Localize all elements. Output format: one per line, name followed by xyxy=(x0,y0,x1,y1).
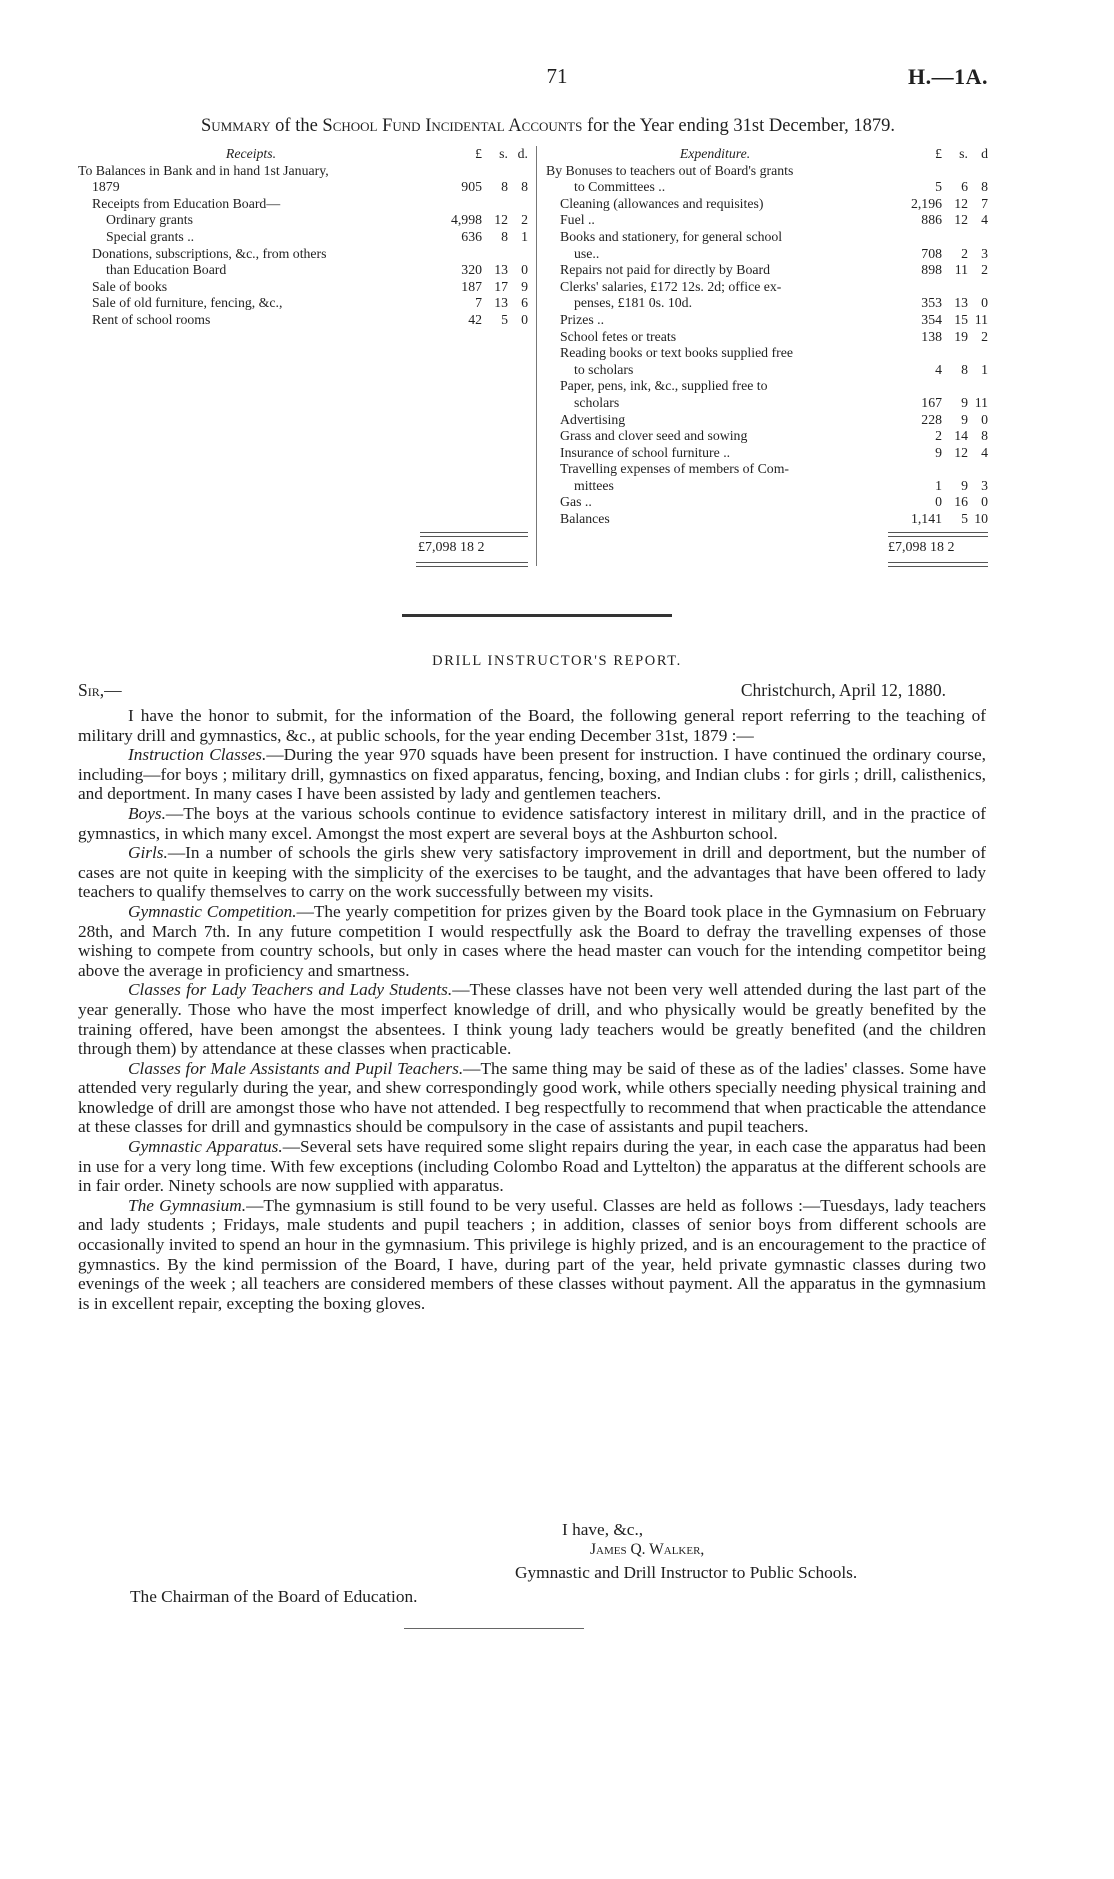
receipts-pence: 0 xyxy=(521,311,528,327)
signature-title: Gymnastic and Drill Instructor to Public Schools. xyxy=(515,1563,858,1582)
report-paragraph xyxy=(78,980,986,1058)
expenditure-row-amount xyxy=(884,179,988,196)
paragraph-heading: Instruction Classes. xyxy=(128,745,267,765)
receipts-row-description: than Education Board xyxy=(106,262,227,278)
receipts-header-row xyxy=(78,146,528,163)
paragraph-heading: Girls. xyxy=(128,843,168,863)
receipts-currency-header xyxy=(424,146,528,163)
receipts-row-amount xyxy=(424,179,528,196)
receipts-row-amount xyxy=(424,262,528,279)
expenditure-row-description: Clerks' salaries, £172 12s. 2d; office ex- xyxy=(560,278,782,294)
expenditure-shillings: 5 xyxy=(961,511,968,527)
summary-title-rest2: for the Year ending 31st December, 1879. xyxy=(582,116,895,136)
receipts-row-description: Receipts from Education Board— xyxy=(92,195,281,211)
page-number: 71 xyxy=(546,64,568,88)
expenditure-pounds: 354 xyxy=(921,311,942,327)
receipts-pounds: 42 xyxy=(468,311,482,327)
expenditure-pounds: 2,196 xyxy=(910,195,942,211)
expenditure-row-amount xyxy=(884,412,988,429)
dateline: Christchurch, April 12, 1880. xyxy=(740,680,946,700)
expenditure-pence: 8 xyxy=(981,179,988,195)
receipts-pound-header: £ xyxy=(475,146,482,161)
summary-title-word1: Summary xyxy=(201,116,271,136)
receipts-pence: 2 xyxy=(521,212,528,228)
receipts-pounds: 636 xyxy=(461,228,482,244)
receipts-row-description: Sale of old furniture, fencing, &c., xyxy=(92,295,283,311)
expenditure-shillings: 19 xyxy=(954,328,968,344)
expenditure-row xyxy=(546,246,988,263)
expenditure-row-amount xyxy=(884,362,988,379)
expenditure-heading: Expenditure. xyxy=(679,146,751,161)
receipts-row-description: Donations, subscriptions, &c., from others xyxy=(92,245,327,261)
receipts-row-description: Sale of books xyxy=(92,278,168,294)
expenditure-row-amount xyxy=(884,196,988,213)
receipts-total-double-rule xyxy=(416,562,528,567)
expenditure-shillings: 9 xyxy=(961,411,968,427)
receipts-pounds: 905 xyxy=(461,179,482,195)
expenditure-pounds: 138 xyxy=(921,328,942,344)
expenditure-row xyxy=(546,279,988,296)
expenditure-shillings: 6 xyxy=(961,179,968,195)
expenditure-row-description: Travelling expenses of members of Com- xyxy=(560,461,790,477)
expenditure-row-amount xyxy=(884,295,988,312)
expenditure-row-amount xyxy=(884,494,988,511)
expenditure-row xyxy=(546,163,988,180)
report-title: DRILL INSTRUCTOR'S REPORT. xyxy=(432,653,682,669)
paragraph-text: —The yearly competition for prizes given by the Board took place in the Gymnasium on February 28th, and March 7th. In any future competition I would respectfully ask the Board to defray the travelling expenses of those wishing to compete from country schools, but only in cases where the head master can vouch for the intending competitor being above the average in proficiency and smartness. xyxy=(78,901,986,980)
receipts-row xyxy=(78,246,528,263)
expenditure-rows xyxy=(546,163,988,528)
expenditure-row-amount xyxy=(884,329,988,346)
receipts-pounds: 7 xyxy=(475,295,482,311)
expenditure-row-description: Cleaning (allowances and requisites) xyxy=(560,195,764,211)
report-paragraph xyxy=(78,706,986,745)
expenditure-shillings: 14 xyxy=(954,428,968,444)
expenditure-row-description: Fuel .. xyxy=(560,212,595,228)
expenditure-row xyxy=(546,428,988,445)
expenditure-row-description: Reading books or text books supplied free xyxy=(560,345,793,361)
expenditure-pence: 3 xyxy=(981,245,988,261)
report-paragraph xyxy=(78,1137,986,1196)
expenditure-row xyxy=(546,345,988,362)
expenditure-row-amount xyxy=(884,511,988,528)
summary-title xyxy=(108,116,988,137)
receipts-row-amount xyxy=(424,212,528,229)
expenditure-pounds: 0 xyxy=(935,494,942,510)
paragraph-heading: The Gymnasium. xyxy=(128,1195,247,1215)
receipts-heading: Receipts. xyxy=(225,146,277,161)
expenditure-pence: 10 xyxy=(974,511,988,527)
expenditure-row-amount xyxy=(884,246,988,263)
receipts-pounds: 187 xyxy=(461,278,482,294)
expenditure-row-description: to Committees .. xyxy=(574,179,666,195)
expenditure-shillings: 12 xyxy=(954,212,968,228)
expenditure-row xyxy=(546,494,988,511)
report-paragraph xyxy=(78,804,986,843)
expenditure-row-description: Insurance of school furniture .. xyxy=(560,444,731,460)
expenditure-row-description: Grass and clover seed and sowing xyxy=(560,428,748,444)
paragraph-heading: Gymnastic Apparatus. xyxy=(128,1137,283,1157)
expenditure-pounds: 2 xyxy=(935,428,942,444)
paragraph-text: —These classes have not been very well attended during the last part of the year generally. Those who have the most imperfect knowledge of drill, and who physically would be greatly benefited by the training offered, have been amongst the absentees. I think young lady teachers would be greatly benefited (and the children through them) by attendance at these classes when practicable. xyxy=(78,980,986,1059)
expenditure-row-amount xyxy=(884,428,988,445)
expenditure-pence: 1 xyxy=(981,361,988,377)
expenditure-pence: 11 xyxy=(974,311,988,327)
receipts-rows xyxy=(78,163,528,329)
expenditure-pence: 0 xyxy=(981,295,988,311)
expenditure-row-amount xyxy=(884,395,988,412)
expenditure-row-description: By Bonuses to teachers out of Board's grants xyxy=(546,162,794,178)
expenditure-pounds: 898 xyxy=(921,262,942,278)
expenditure-row xyxy=(546,412,988,429)
paragraph-heading: Gymnastic Competition. xyxy=(128,901,297,921)
expenditure-row xyxy=(546,229,988,246)
expenditure-total: £7,098 18 2 xyxy=(888,540,955,555)
receipts-row xyxy=(78,279,528,296)
expenditure-row xyxy=(546,362,988,379)
addressee: The Chairman of the Board of Education. xyxy=(130,1587,418,1606)
paragraph-heading: Boys. xyxy=(128,803,166,823)
expenditure-row xyxy=(546,312,988,329)
expenditure-row xyxy=(546,378,988,395)
receipts-row-description: 1879 xyxy=(92,179,120,195)
summary-title-rest1: of the xyxy=(270,116,323,136)
expenditure-row-description: Balances xyxy=(560,511,610,527)
expenditure-row-amount xyxy=(884,478,988,495)
expenditure-pence: 0 xyxy=(981,494,988,510)
receipts-row-description: To Balances in Bank and in hand 1st January, xyxy=(78,162,329,178)
expenditure-row-description: Books and stationery, for general school xyxy=(560,228,783,244)
receipts-pounds: 320 xyxy=(461,262,482,278)
expenditure-pounds: 708 xyxy=(921,245,942,261)
receipts-pounds: 4,998 xyxy=(450,212,482,228)
receipts-row-description: Rent of school rooms xyxy=(92,311,211,327)
expenditure-row xyxy=(546,262,988,279)
expenditure-row-description: to scholars xyxy=(574,361,634,377)
report-paragraph xyxy=(78,843,986,902)
receipts-row-description: Ordinary grants xyxy=(106,212,193,228)
receipts-row xyxy=(78,229,528,246)
expenditure-pence: 11 xyxy=(974,394,988,410)
expenditure-row-description: Gas .. xyxy=(560,494,592,510)
receipts-pence: 6 xyxy=(521,295,528,311)
expenditure-shillings: 15 xyxy=(954,311,968,327)
receipts-row xyxy=(78,179,528,196)
expenditure-total-double-rule xyxy=(888,562,988,567)
report-paragraph xyxy=(78,1059,986,1137)
expenditure-total-rule xyxy=(888,532,988,537)
section-separator xyxy=(402,614,672,617)
document-reference: H.—1A. xyxy=(908,64,988,89)
expenditure-shillings: 16 xyxy=(954,494,968,510)
expenditure-row-amount xyxy=(884,445,988,462)
receipts-pence: 9 xyxy=(521,278,528,294)
expenditure-pounds: 1 xyxy=(935,477,942,493)
receipts-pence-header: d. xyxy=(517,146,528,161)
expenditure-row xyxy=(546,445,988,462)
report-body xyxy=(78,706,986,1313)
receipts-row-amount xyxy=(424,229,528,246)
expenditure-row xyxy=(546,295,988,312)
receipts-table xyxy=(78,146,528,329)
receipts-shillings: 8 xyxy=(501,228,508,244)
receipts-shillings: 13 xyxy=(494,295,508,311)
expenditure-row-description: Prizes .. xyxy=(560,311,605,327)
expenditure-row-description: penses, £181 0s. 10d. xyxy=(574,295,693,311)
expenditure-pounds: 228 xyxy=(921,411,942,427)
closing: I have, &c., xyxy=(562,1520,644,1539)
expenditure-shillings: 13 xyxy=(954,295,968,311)
expenditure-pound-header: £ xyxy=(935,146,942,161)
expenditure-shillings: 8 xyxy=(961,361,968,377)
expenditure-pounds: 167 xyxy=(921,394,942,410)
paragraph-text: —The same thing may be said of these as of the ladies' classes. Some have attended very regularly during the year, and shew correspondingly good work, while others specially needing physical training and knowledge of drill are amongst those who have not attended. I beg respectfully to recommend that when practicable the attendance at these classes for drill and gymnastics should be compulsory in the case of assistants and pupil teachers. xyxy=(78,1058,986,1137)
receipts-row xyxy=(78,163,528,180)
receipts-shillings: 12 xyxy=(494,212,508,228)
paragraph-text: I have the honor to submit, for the information of the Board, the following general report referring to the teaching of military drill and gymnastics, &c., at public schools, for the year ending December 31st, 1879 :— xyxy=(78,706,986,745)
paragraph-heading: Classes for Lady Teachers and Lady Students. xyxy=(128,980,453,1000)
expenditure-row-description: use.. xyxy=(574,245,600,261)
salutation: Sir,— xyxy=(78,680,122,700)
expenditure-pounds: 1,141 xyxy=(910,511,942,527)
receipts-pence: 1 xyxy=(521,228,528,244)
paragraph-heading: Classes for Male Assistants and Pupil Teachers. xyxy=(128,1058,464,1078)
expenditure-shillings: 12 xyxy=(954,444,968,460)
expenditure-row xyxy=(546,395,988,412)
receipts-row-description: Special grants .. xyxy=(106,228,195,244)
expenditure-row-amount xyxy=(884,212,988,229)
expenditure-row-amount xyxy=(884,312,988,329)
expenditure-row xyxy=(546,179,988,196)
report-paragraph xyxy=(78,745,986,804)
expenditure-row xyxy=(546,478,988,495)
paragraph-text: —The boys at the various schools continue to evidence satisfactory interest in military drill, and in the practice of gymnastics, in which many excel. Amongst the most expert are several boys at the Ashburton school. xyxy=(78,803,986,843)
end-rule xyxy=(404,1628,584,1629)
expenditure-row-description: scholars xyxy=(574,394,620,410)
expenditure-row-description: Repairs not paid for directly by Board xyxy=(560,262,770,278)
receipts-row xyxy=(78,295,528,312)
expenditure-pounds: 353 xyxy=(921,295,942,311)
expenditure-row xyxy=(546,461,988,478)
receipts-row-amount xyxy=(424,312,528,329)
expenditure-pence: 2 xyxy=(981,262,988,278)
expenditure-table xyxy=(546,146,988,528)
paragraph-text: —Several sets have required some slight repairs during the year, in each case the apparatus had been in use for a very long time. With few exceptions (including Colombo Road and Lyttelton) the apparatus at the different schools are in fair order. Ninety schools are now supplied with apparatus. xyxy=(78,1137,986,1196)
receipts-total: £7,098 18 2 xyxy=(418,540,485,555)
column-divider xyxy=(536,146,537,566)
expenditure-pence: 4 xyxy=(981,444,988,460)
receipts-shilling-header: s. xyxy=(499,146,508,161)
paragraph-text: —The gymnasium is still found to be very useful. Classes are held as follows :—Tuesdays, lady teachers and lady students ; Fridays, male students and pupil teachers ; in addition, classes of senior boys from different schools are occasionally invited to spend an hour in the gymnasium. This privilege is highly prized, and is an encouragement to the practice of gymnastics. By the kind permission of the Board, I have, during part of the year, held private gymnastic classes during two evenings of the week ; all teachers are considered members of these classes without payment. All the apparatus in the gymnasium is in excellent repair, excepting the boxing gloves. xyxy=(78,1195,986,1313)
expenditure-shilling-header: s. xyxy=(959,146,968,161)
report-paragraph xyxy=(78,902,986,980)
expenditure-row-description: Paper, pens, ink, &c., supplied free to xyxy=(560,378,768,394)
expenditure-row xyxy=(546,196,988,213)
receipts-shillings: 5 xyxy=(501,311,508,327)
expenditure-row-description: School fetes or treats xyxy=(560,328,677,344)
expenditure-row-amount xyxy=(884,262,988,279)
receipts-total-rule xyxy=(420,532,528,537)
report-paragraph xyxy=(78,1196,986,1314)
signature: James Q. Walker, xyxy=(590,1541,705,1558)
expenditure-pence-header: d xyxy=(981,146,988,161)
expenditure-pence: 8 xyxy=(981,428,988,444)
expenditure-row xyxy=(546,329,988,346)
expenditure-pounds: 9 xyxy=(935,444,942,460)
expenditure-shillings: 9 xyxy=(961,477,968,493)
expenditure-row-description: Advertising xyxy=(560,411,626,427)
receipts-shillings: 8 xyxy=(501,179,508,195)
receipts-pence: 0 xyxy=(521,262,528,278)
expenditure-pounds: 5 xyxy=(935,179,942,195)
receipts-row xyxy=(78,212,528,229)
expenditure-shillings: 12 xyxy=(954,195,968,211)
receipts-shillings: 13 xyxy=(494,262,508,278)
receipts-row xyxy=(78,196,528,213)
paragraph-text: —In a number of schools the girls shew very satisfactory improvement in drill and deportment, but the number of cases are not quite in keeping with the simplicity of the exercises to be taught, and the advantages that have been offered to lady teachers to qualify themselves to carry on the work successfully between my visits. xyxy=(78,843,986,902)
receipts-row-amount xyxy=(424,295,528,312)
expenditure-row-description: mittees xyxy=(574,477,614,493)
expenditure-pence: 2 xyxy=(981,328,988,344)
expenditure-pence: 7 xyxy=(981,195,988,211)
summary-title-word2: School Fund Incidental Accounts xyxy=(322,116,583,136)
receipts-row xyxy=(78,262,528,279)
receipts-shillings: 17 xyxy=(494,278,508,294)
receipts-row-amount xyxy=(424,279,528,296)
receipts-pence: 8 xyxy=(521,179,528,195)
expenditure-row xyxy=(546,212,988,229)
expenditure-shillings: 9 xyxy=(961,394,968,410)
expenditure-shillings: 11 xyxy=(954,262,968,278)
paragraph-text: —During the year 970 squads have been present for instruction. I have continued the ordinary course, including—for boys ; military drill, gymnastics on fixed apparatus, fencing, boxing, and Indian clubs : for girls ; drill, calisthenics, and deportment. In many cases I have been assisted by lady and gentlemen teachers. xyxy=(78,745,986,804)
expenditure-pence: 3 xyxy=(981,477,988,493)
expenditure-header-row xyxy=(546,146,988,163)
expenditure-row xyxy=(546,511,988,528)
expenditure-shillings: 2 xyxy=(961,245,968,261)
expenditure-pounds: 4 xyxy=(935,361,942,377)
expenditure-pence: 4 xyxy=(981,212,988,228)
expenditure-currency-header xyxy=(884,146,988,163)
receipts-row xyxy=(78,312,528,329)
expenditure-pence: 0 xyxy=(981,411,988,427)
expenditure-pounds: 886 xyxy=(921,212,942,228)
